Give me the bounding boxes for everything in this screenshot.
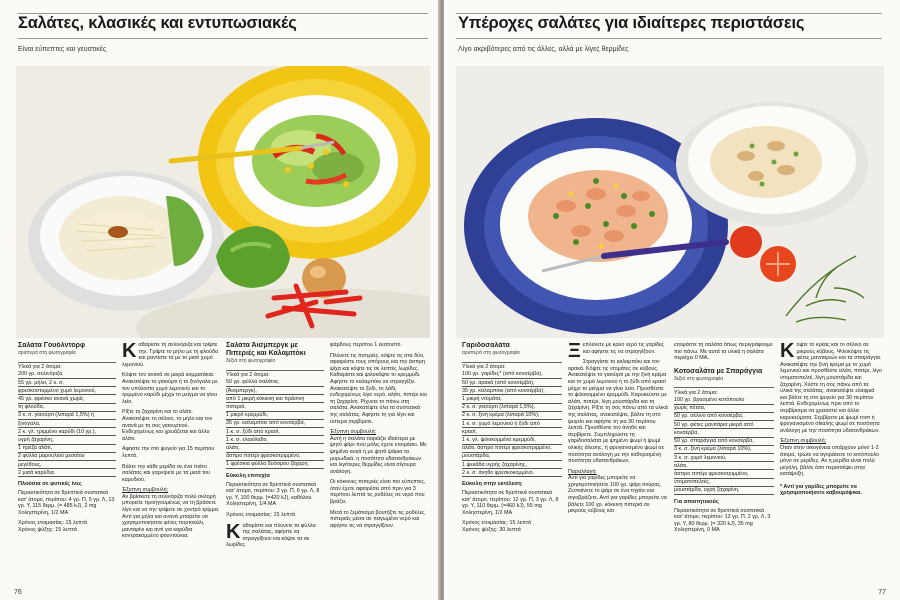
ingredient: τη φλούδα, (18, 404, 116, 412)
paragraph: Στραγγίστε το καλαμπόκι και τον αρακά. Κόψτε τις ντομάτες σε κύβους. Ανακατέψτε το γιαούρτι με την ξινή κρέμα και το χυμό λεμονιού ή το ξύδι από κρασί μέχρι το μείγμα να γίνει λείο. Προσθέστε το ψιλοκομμένο κρεμμύδι. Καρυκεύστε με αλάτι, πιπέρι, λίγη μουστάρδα και τη ζαχαρίνη. Ρίξτε τη σος πάνω από τα υλικά της σαλάτας, ανακατέψτε, βάλτε τη στο ψυγείο και αφήστε τη για 30 περίπου λεπτά. Προσθέστε τον άνηθο και σερβίρετε. Συμπληρώστε τη γαριδοσαλάτα με ψημένο ψωμί ή ψωμί ολικής άλεσης, ή φρυγανισμένο ψωμί σε ποσότητα ανάλογη με την καθορισμένη ποσότητα υδατανθράκων. (568, 359, 668, 465)
recipe-title: Σαλάτα Άισμπεργκ με Πιπεριές και Καλαμπόκι (226, 342, 306, 357)
ingredient: 2 μισά καρύδια. (18, 469, 116, 477)
tip-text: Όταν στην οικογένεια υπάρχουν μόνο 1-2 άτομα, τρώτε να αγοράσετε το κοτόπουλο μόνο σε μερίδες. Αν η μερίδα είναι πολύ μεγάλη, βάλτε όσο περισσέψει στην κατάψυξη. (780, 444, 880, 478)
ingredient: 1 μικρή ντομάτα, (462, 395, 562, 403)
ingredient: 1 κ. σ. χυμό λεμονιού ή ξύδι από (462, 420, 562, 428)
ingredient: 1 μικρό κρεμμύδι, (226, 412, 324, 420)
recipe-iceberg (226, 342, 324, 592)
ingredient: Υλικά για 2 άτομα: (674, 389, 718, 396)
title-rule (456, 38, 882, 39)
tip-text: Αν βρίσκετε τη σελινόριζα πολύ σκληρή μπορείτε προηγουμένως να τη βράσετε λίγο και να την τρίψετε σε χοντρό τρίμμα. Αντί για μήλα και ανανά μπορείτε να χρησιμοποιήσετε φέτες πορτοκάλι, μανταρίνι και αντί για καρύδια κοντρακομμένο φουντούκια. (122, 493, 220, 540)
drop-cap: Ξ (568, 342, 581, 362)
ingredient: άσπρο πιπέρι φρεσκοτριμμένο, (226, 453, 324, 461)
ingredient: 2 κ. σ. ξινή κρέμα (λιπαρά 10%), (462, 412, 562, 420)
ingredient: αλάτι, (674, 462, 774, 470)
section-heading: Εύκολη στην εκτέλεση (462, 481, 522, 488)
ingredient: 50 γρ. φύλλα σαλάτας (226, 379, 324, 387)
page-number: 77 (878, 589, 886, 596)
salads-photo (16, 66, 430, 338)
ingredient: Υλικά για 2 άτομα: (462, 364, 506, 371)
ingredient: 2 κ. σ. άνηθο φρεσκοκομμένο. (462, 469, 562, 477)
ingredient: μουστάρδα, (462, 453, 562, 461)
paragraph: Αφήστε την στο ψυγείο για 15 περίπου λεπτά. (122, 446, 215, 459)
tip-heading: Έξυπνη συμβουλή: (122, 487, 169, 494)
ingredient: 3 κ. σ. χυμό λεμονιού, (674, 454, 774, 462)
ingredient: 100 γρ. γαρίδες* (από κονσέρβα), (462, 371, 562, 379)
ingredients-list (226, 370, 324, 469)
ingredient: 2 κ. σ. γιαούρτι (λιπαρά 1,5%), (462, 404, 562, 412)
ingredient: υγρή ζαχαρίνη, (18, 436, 116, 444)
paragraph: αθαρίστε τη σελινόριζα και τρίψτε την. Τρίψτε το μήλο με τη φλούδα και ραντίστε τα με το μισό χυμό λεμονιού. (122, 342, 219, 368)
ingredient: 60 γρ. αρακά (από κονσέρβα), (462, 379, 562, 387)
ingredient: μεγέθους, (18, 461, 116, 469)
recipe-title: Κοτοσαλάτα με Σπαράγγια (674, 367, 763, 375)
ingredient: μουστάρδα, υγρή ζαχαρίνη. (674, 487, 774, 495)
ingredient: 55 γρ. μήλο, 2 κ. σ. (18, 379, 116, 387)
recipe-sub: δεξιά στη φωτογραφία (674, 375, 724, 382)
paragraph: Ρίξτε τη ζαχαρίνη και το αλάτι. Ανακατέψτε τη σέλινο, το μήλο και τον ανανά με τη σος γιαουρτιού. Ενδεχομένως και χρειάζεται και άλλο αλάτι. (122, 409, 213, 442)
prep-time: Χρόνος ετοιμασίας: 15 λεπτά (462, 520, 532, 527)
recipe-waldorf (18, 342, 116, 592)
chill-time: Χρόνος ψύξης: 30 λεπτά (462, 527, 521, 533)
ingredients-list (462, 362, 562, 478)
ingredient: 2 κ. γλ. τριμμένο καρύδι (10 γρ.), (18, 428, 116, 436)
ingredient: Υλικά για 2 άτομα: (18, 364, 62, 371)
recipe-chicken-asparagus (674, 342, 774, 592)
title-rule (18, 38, 428, 39)
drop-cap: Κ (226, 520, 241, 543)
nutrition-info: Περιεκτικότητα σε θρεπτικά συστατικά κατ' άτομο, περίπου: 12 γρ. Π, 3 γρ. Λ, 8 γρ. Υ, 110 θερμ. (=460 kJ), 55 mg Χοληστερίνη, 1/2 ΜΑ (462, 490, 559, 516)
waldorf-instructions (122, 342, 220, 592)
ingredient: 50 γρ. σέλινο από κονσέρβα, (674, 413, 774, 421)
left-page-title: Σαλάτες, κλασικές και εντυπωσιακές (18, 14, 297, 32)
ingredient: Υλικά για 2 άτομα: (226, 372, 270, 379)
right-page-subtitle: Λίγο ακριβότερες από τις άλλες, αλλά με λίγες θερμίδες (458, 46, 629, 53)
nutrition-info: Περιεκτικότητα σε θρεπτικά συστατικά κατ' άτομο, περίπου: 13 γρ. Π, 2 γρ. Λ, 3 γρ. Υ, 80 θερμ. (= 320 kJ), 35 mg Χοληστερίνη, 0 ΜΑ (674, 507, 771, 534)
left-page-subtitle: Είναι εύπεπτες και γευστικές (18, 46, 107, 53)
paragraph: ετοιμάστε τη σαλάτα όπως περιγράφουμε πιο πάνω. Με αυτά τα υλικά η σαλάτα περιέχει 0 ΜΑ. (674, 342, 773, 362)
ingredient: ντοματοπελτές, (674, 479, 774, 487)
paragraph: αθαρίστε και πλύνετε τα φύλλα της σαλάτας, αφήστε να στραγγίξουν και κόψτε τα σε λωρίδες (226, 522, 316, 549)
iceberg-instructions (330, 342, 428, 592)
ingredient: 1 ψεκάδα υγρής ζαχαρίνης, (462, 461, 562, 469)
tip-text: Αυτή η σαλάτα ταιριάζει ιδιαίτερα με ψητό ψάρι που μόλις έχετε ετοιμάσει. Με ψημένα αυγά ή με ψητά ψάρια τα μυρωδικά, η ποσότητα υδατανθράκων και λιγότερες θερμίδες είναι σίγουρα ανάλογη. (330, 435, 427, 475)
ingredient: (Άισμπεργκ), (226, 387, 324, 395)
recipe-title: Σαλάτα Γουόλντορφ (18, 342, 85, 349)
chicken-instructions (780, 342, 882, 592)
paragraph: Βάλτε την κάθε μερίδα σε ένα πιάτο σαλάτας και γαρνίρετε με τα μισά του καρυδιού. (122, 463, 211, 483)
ingredient: 1 κ. σ. ελαιόλαδο, (226, 436, 324, 444)
ingredient: 100 γρ. βρασμένο κοτόπουλο (674, 397, 774, 405)
ingredient: 45 γρ. φρέσκο ανανά χωρίς (18, 395, 116, 403)
ingredient: 200 γρ. σελινόριζα, (18, 371, 116, 379)
section-heading: Πλούσια σε φυτικές ίνες (18, 481, 82, 488)
recipe-sub: αριστερά στη φωτογραφία (18, 350, 76, 356)
chill-time: Χρόνος ψύξης: 15 λεπτά (18, 527, 77, 533)
ingredient: άσπρο πιπέρι φρεσκοτριμμένο, (674, 470, 774, 478)
ingredient: 50 γρ. σπαράγγια από κονσέρβα, (674, 438, 774, 446)
left-page (0, 0, 440, 600)
shrimp-instructions (568, 342, 668, 592)
tip-heading: Παραλλαγή: (568, 468, 597, 475)
page-number: 76 (14, 589, 22, 596)
ingredient: 1 πρέζα αλάτι, (18, 445, 116, 453)
nutrition-info: Περιεκτικότητα σε θρεπτικά συστατικά κατ' άτομο, περίπου: 4 γρ. Π, 5 γρ. Λ, 13 γρ. Υ, 115 θερμ. (= 485 kJ), 2 mg Χοληστερίνη, 1/2 ΜΑ (18, 490, 115, 516)
ingredient: φρεσκοστυμμένο χυμό λεμονιού, (18, 387, 116, 395)
paragraph: Κόψτε τον ανανά σε μικρά κομματάκια. Ανακατέψτε το γιαούρτι ή το ξινόγαλα με τον υπόλοιπο χυμό λεμονιού και το τριμμένο καρύδι μέχρι το μείγμα να γίνει λείο. (122, 372, 218, 405)
ingredient: 1 κ. σ. ξύδι από κρασί, (226, 428, 324, 436)
prep-time: Χρόνος ετοιμασίας: 15 λεπτά (226, 512, 296, 518)
paragraph: επλύνετε με κρύο νερό τις γαρίδες και αφήστε τις να στραγγίξουν. (582, 342, 665, 355)
recipe-shrimp-salad (462, 342, 562, 592)
ingredient: πιπεριά, (226, 403, 324, 411)
ingredients-list (18, 362, 116, 478)
right-page-title: Υπέροχες σαλάτες για ιδιαίτερες περιστάσεις (458, 14, 805, 32)
right-page (444, 0, 900, 600)
ingredient: κονσέρβα, (674, 429, 774, 437)
ingredient: 50 γρ. φέτες μανιτάρια μικρά από (674, 421, 774, 429)
ingredient: κρασί, (462, 428, 562, 436)
ingredient: 3 κ. σ. ξινή κρέμα (λιπαρά 10%), (674, 446, 774, 454)
ingredient: 35 γρ. καλαμπόκι από κονσέρβα, (226, 420, 324, 428)
paragraph: Μετά το ζεμάτισμα βουτήξτε τις ροδέλες πιπεριάς μέσα σε παγωμένο νερό και αφήστε τις να στραγγίξουν. (330, 509, 425, 529)
paragraph: Οι κόκκινες πιπεριές είναι πιο εύπεπτες, όταν έχετε αφαιρέσει από πριν για 3 περίπου λεπτά τις ροδέλες σε νερό που βράζει. (330, 479, 426, 506)
ingredient: 1 κ. γλ. ψιλοκομμένα κρεμμύδι, (462, 436, 562, 444)
ingredient: 35 γρ. καλαμπόκι (από κονσέρβα), (462, 387, 562, 395)
paragraph: φάρδους περίπου 1 εκατοστό. (330, 342, 402, 348)
paragraph: όψτε το κρέας και το σέλινο σε μικρούς κύβους. Ψιλοκόψτε τις φέτες μανιταριών και τα σπαράγγια. Ανακατέψτε την ξινή κρέμα με το χυμό λεμονιού και προσθέστε αλάτι, πιπέρι, λίγο ντοματοπελτέ, λίγη μουστάρδα και ζαχαρίνη. Χύστε τη σος πάνω από τα υλικά της σαλάτας, ανακατέψτε ελαφριά και βάλτε τη στο ψυγείο για 30 περίπου λεπτά. Ενδεχομένως πριν από το σερβίρισμα να χρειαστεί και άλλα καρυκεύματα. Σερβίρετε με ψωμί τοστ ή φρυγανισμένο σίκαλης ψωμί σε ποσότητα ανάλογη με την ποσότητα υδατανθράκων. (780, 342, 882, 434)
section-heading: Για απαιτητικούς (674, 499, 719, 506)
ingredient: χωρίς πέτσα, (674, 405, 774, 413)
recipe-sub: αριστερά στη φωτογραφία (462, 350, 520, 356)
tip-heading: Έξυπνη συμβουλή: (780, 438, 827, 445)
paragraph: Πλύνετε τις πιπεριές, κόψτε τις στα δύο, αφαιρέστε τους σπόρους και την άσπρη ψίχα και κόψτε τις σε λεπτές λωρίδες. Καθαρίστε και ψιλοκόψτε το κρεμμύδι. Αφήστε το καλαμπόκι να στραγγίξει. Ανακατέψτε το ξύδι, το λάδι, ενδεχομένως λίγο νερό, αλάτι, πιπέρι και τη ζαχαρίνη. Ρίχνετε το πάνω στη σαλάτα. Ανακατέψτε όλα τα συστατικά της σαλάτας. Αφήστε τη για λίγο και ύστερα σερβίρετε. (330, 352, 427, 425)
prep-time: Χρόνος ετοιμασίας: 15 λεπτά (18, 520, 88, 527)
tip-text: Αντί για γαρίδες μπορείτε να χρησιμοποιήσετε 100 γρ. ψάρι σούρας. Ζεσταίνετε το ψάρι σε ένα τηγάνι και σιγοβράζετε. Αντί για γαρίδες μπορείτε να βάλετε 100 γρ. κόκκινη πιπεριά σε μικρούς κύβους και (568, 475, 667, 515)
footnote: * Αντί για γαρίδες μπορείτε να χρησιμοποιήσετε καβουρόψικα. (780, 483, 862, 497)
ingredient: 2 φύλλα μαρουλιού μεσαίου (18, 453, 116, 461)
drop-cap: Κ (780, 342, 795, 362)
tip-heading: Έξυπνη συμβουλή: (330, 429, 377, 436)
ingredient: από 1 μικρή κόκκινη και πράσινη (226, 395, 324, 403)
ingredients-list (674, 387, 774, 495)
recipe-title: Γαριδοσαλάτα (462, 342, 510, 349)
ingredient: αλάτι, άσπρο πιπέρι φρεσκοτριμμένο, (462, 445, 562, 453)
recipe-sub: δεξιά στη φωτογραφία (226, 358, 276, 364)
ingredient: 3 κ. σ. γιαούρτι (λιπαρά 1,5%) ή (18, 412, 116, 420)
section-heading: Εύκολη επιτυχία (226, 473, 270, 480)
ingredient: ξινόγαλα, (18, 420, 116, 428)
ingredient: 1 φρέσκια φύλλα δυόσμου ζάχαρη. (226, 461, 324, 469)
seafood-salads-photo (456, 66, 884, 338)
nutrition-info: Περιεκτικότητα σε θρεπτικά συστατικά κατ' άτομο, περίπου: 3 γρ. Π, 6 γρ. Λ, 8 γρ. Υ, 100 θερμ. (=420 kJ), καθόλου Χοληστερίνη, 1/4 ΜΑ (226, 481, 320, 508)
ingredient: αλάτι, (226, 444, 324, 452)
drop-cap: Κ (122, 342, 137, 362)
